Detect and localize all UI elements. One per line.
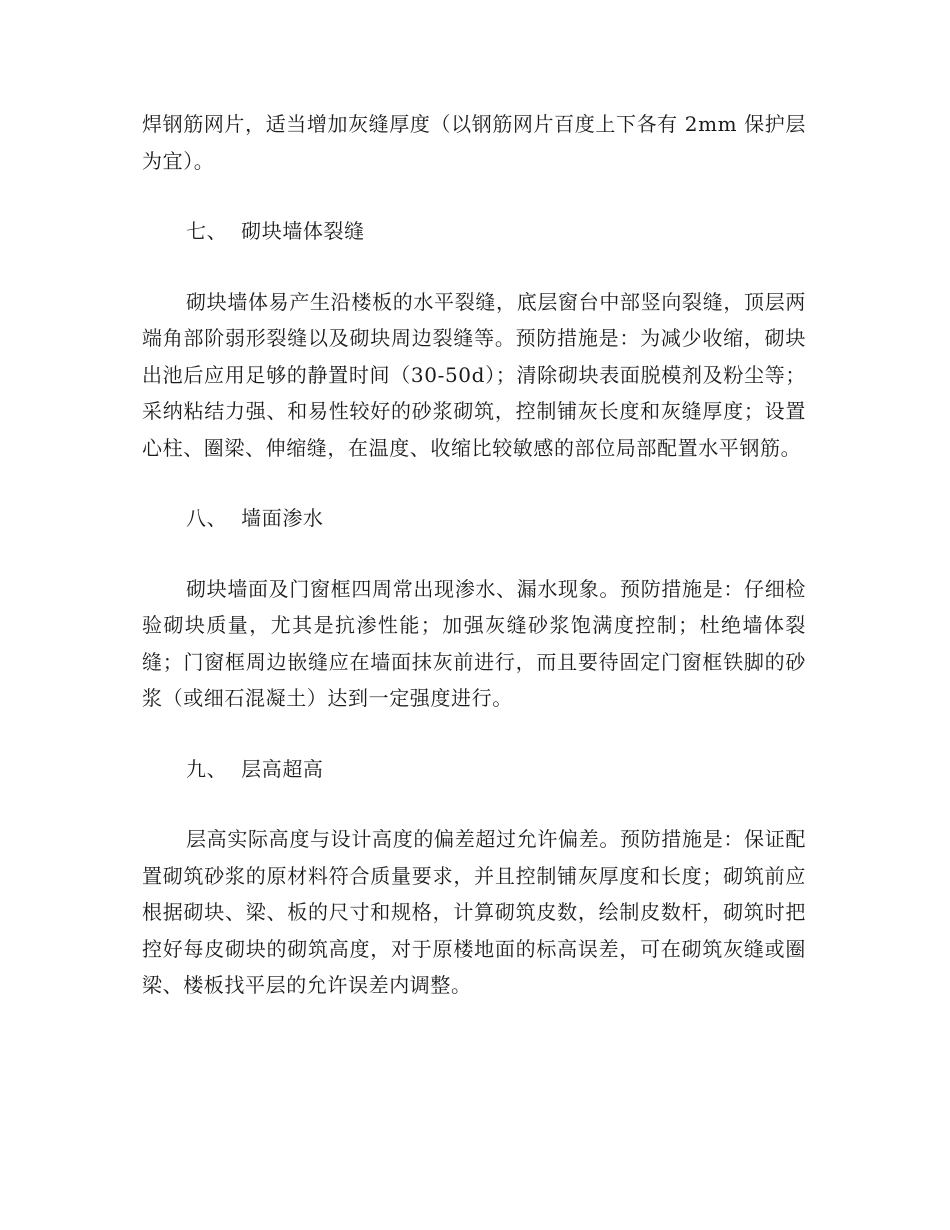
section-body-9: 层高实际高度与设计高度的偏差超过允许偏差。预防措施是：保证配置砌筑砂浆的原材料符合质量要求，并且控制铺灰厚度和长度；砌筑前应根据砌块、梁、板的尺寸和规格，计算砌筑皮数，绘制皮数杆，砌筑时把控好每皮砌块的砌筑高度，对于原楼地面的标高误差，可在砌筑灰缝或圈梁、楼板找平层的允许误差内调整。 [142,827,806,997]
section-heading-8: 八、 墙面渗水 [186,506,324,530]
document-body [142,106,806,1004]
section-body-8: 砌块墙面及门窗框四周常出现渗水、漏水现象。预防措施是：仔细检验砌块质量，尤其是抗渗性能；加强灰缝砂浆饱满度控制；杜绝墙体裂缝；门窗框周边嵌缝应在墙面抹灰前进行，而且要待固定门窗框铁脚的砂浆（或细石混凝土）达到一定强度进行。 [142,576,806,710]
section-heading-9: 九、 层高超高 [186,756,324,781]
section-heading-7: 七、 砌块墙体裂缝 [186,219,365,243]
continuation-paragraph: 焊钢筋网片，适当增加灰缝厚度（以钢筋网片百度上下各有 2mm 保护层为宜）。 [142,112,806,173]
section-body-7: 砌块墙体易产生沿楼板的水平裂缝，底层窗台中部竖向裂缝，顶层两端角部阶弱形裂缝以及砌块周边裂缝等。预防措施是：为减少收缩，砌块出池后应用足够的静置时间（30-50d）；清除砌块表面脱模剂及粉尘等；采纳粘结力强、和易性较好的砂浆砌筑，控制铺灰长度和灰缝厚度；设置心柱、圈梁、伸缩缝，在温度、收缩比较敏感的部位局部配置水平钢筋。 [142,289,806,460]
